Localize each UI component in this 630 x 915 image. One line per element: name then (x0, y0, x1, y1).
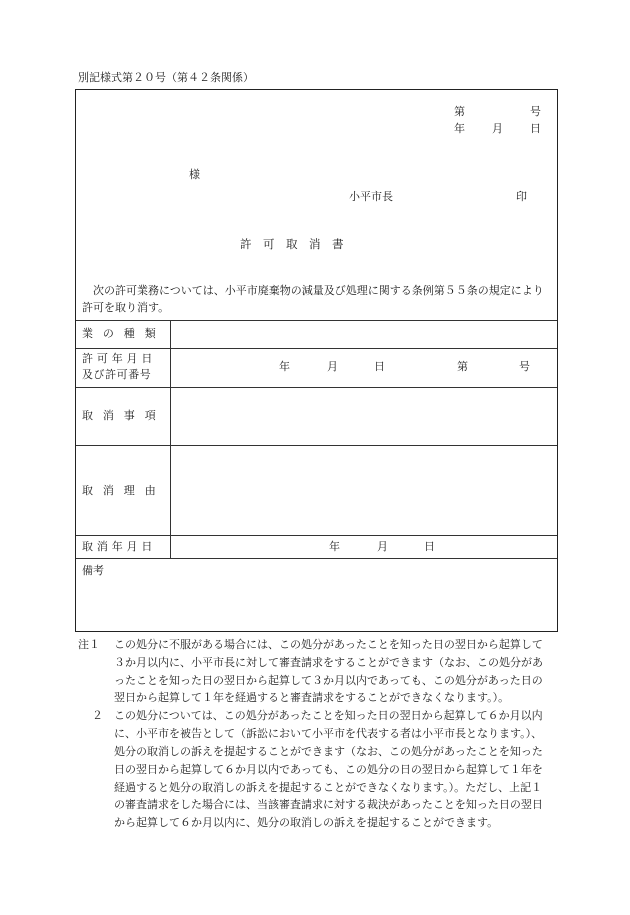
revoke-year: 年 (329, 540, 340, 553)
addressee-suffix: 様 (189, 168, 200, 181)
permit-day: 日 (374, 360, 385, 373)
row-divider (76, 445, 557, 446)
number-suffix: 号 (530, 105, 541, 118)
date-month: 月 (492, 122, 503, 135)
revoke-reason-label: 取消理由 (82, 484, 166, 497)
note-number: ２ (92, 709, 103, 723)
revoke-day: 日 (424, 540, 435, 553)
date-day: 日 (530, 122, 541, 135)
note-item (78, 636, 552, 707)
permit-label-line2: 及び許可番号 (82, 368, 152, 381)
issuer-name: 小平市長 (349, 190, 393, 203)
date-year: 年 (454, 122, 465, 135)
note-item (78, 707, 552, 832)
document-title: 許 可 取 消 書 (240, 237, 344, 251)
row-divider (76, 387, 557, 388)
revoke-date-label: 取消年月日 (82, 540, 157, 553)
revoke-reason-value[interactable] (175, 448, 553, 532)
revoked-items-label: 取消事項 (82, 409, 166, 422)
remarks-label: 備考 (82, 564, 104, 577)
permit-month: 月 (327, 360, 338, 373)
seal-mark: 印 (516, 190, 527, 203)
row-divider (76, 535, 557, 536)
permit-no-prefix: 第 (457, 360, 468, 373)
remarks-value[interactable] (116, 563, 553, 627)
note-number: 注１ (78, 638, 100, 651)
table-top-line (76, 320, 557, 321)
notes (78, 636, 552, 832)
note-text: この処分については、この処分があったことを知った日の翌日から起算して６か月以内に、小平市を被告として（訴訟において小平市を代表する者は小平市長となります。）、処分の取消しの訴えを提起することができます（なお、この処分があったことを知った日の翌日から起算して６か月以内であっても、この処分の日の翌日から起算して１年を経過すると処分の取消しの訴えを提起することができなくなります。）。ただし、上記１の審査請求をした場合には、当該審査請求に対する裁決があったことを知った日の翌日から起算して６か月以内に、処分の取消しの訴えを提起することができます。 (114, 709, 543, 830)
label-column-divider (170, 320, 171, 558)
business-type-label: 業の種類 (82, 327, 166, 340)
permit-no-suffix: 号 (519, 360, 530, 373)
revoke-month: 月 (377, 540, 388, 553)
business-type-value[interactable] (175, 326, 553, 344)
form-frame (75, 89, 558, 632)
number-prefix: 第 (454, 105, 465, 118)
row-divider (76, 558, 557, 559)
form-label: 別記様式第２０号（第４２条関係） (78, 71, 254, 84)
revoked-items-value[interactable] (175, 390, 553, 442)
permit-year: 年 (279, 360, 290, 373)
body-text: 次の許可業務については、小平市廃棄物の減量及び処理に関する条例第５５条の規定により許可を取り消す。 (82, 284, 544, 314)
note-text: この処分に不服がある場合には、この処分があったことを知った日の翌日から起算して３か月以内に、小平市長に対して審査請求をすることができます（なお、この処分があったことを知った日の翌日から起算して３か月以内であっても、この処分があった日の翌日から起算して１年を経過すると審査請求をすることができなくなります。）。 (114, 638, 543, 705)
permit-label-line1: 許可年月日 (82, 352, 157, 365)
row-divider (76, 348, 557, 349)
